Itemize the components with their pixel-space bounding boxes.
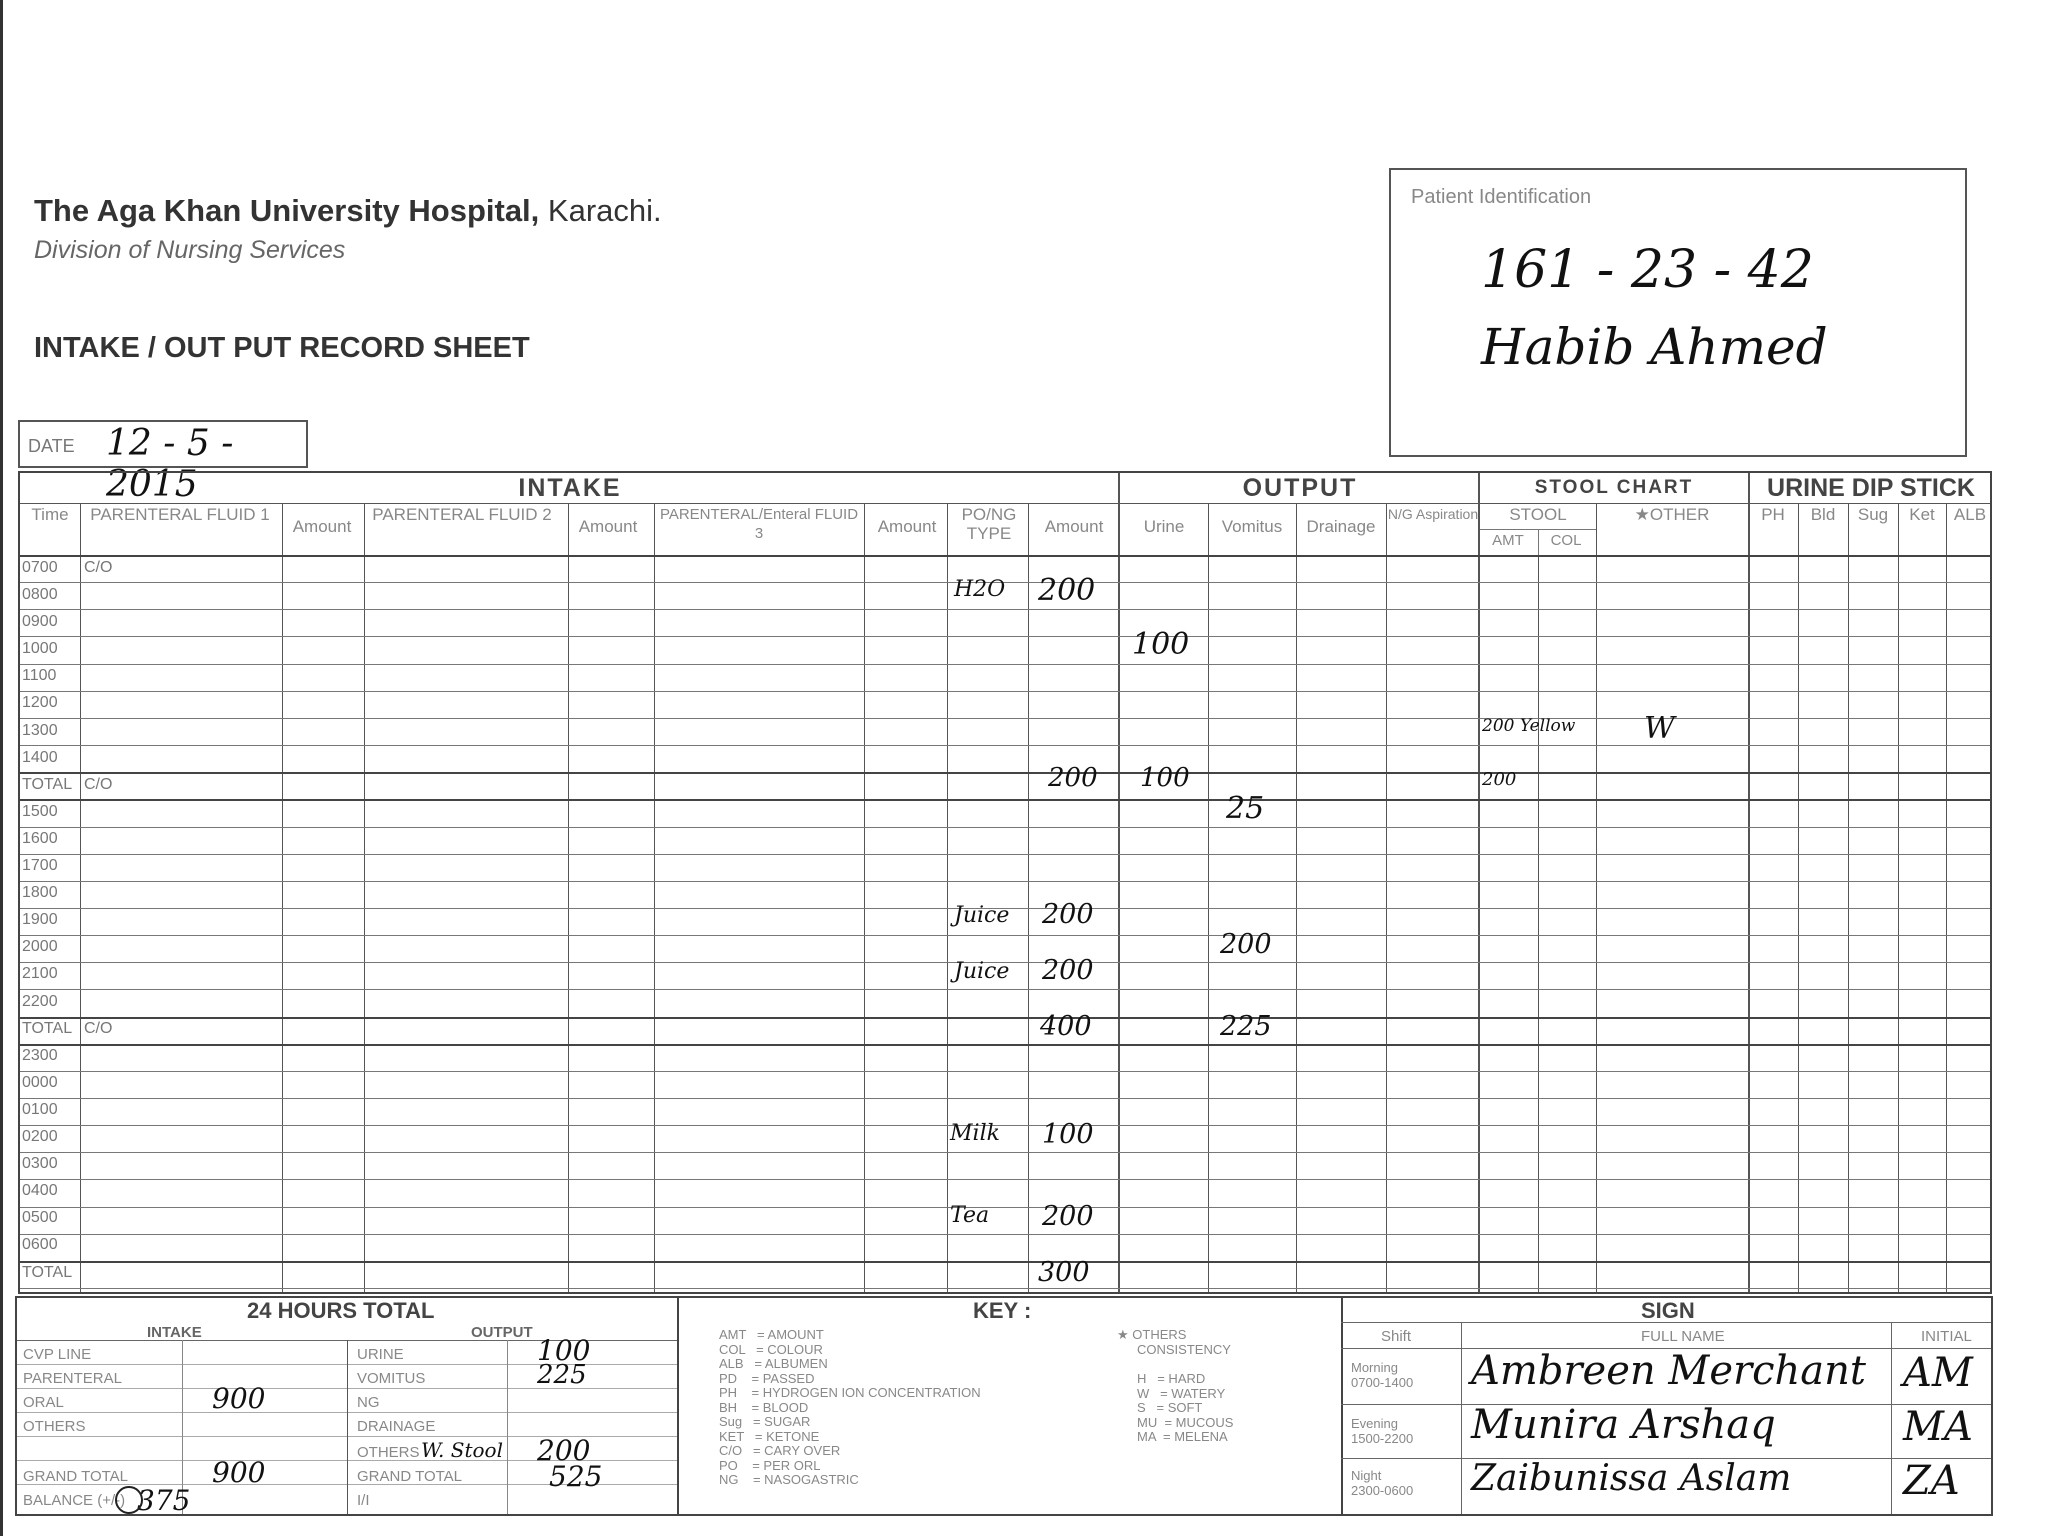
totals-intake-label: INTAKE: [147, 1324, 202, 1341]
vline: [1386, 503, 1387, 1292]
col-ng-aspiration: N/G Aspiration: [1387, 506, 1479, 522]
col-parenteral-1: PARENTERAL FLUID 1: [90, 505, 270, 524]
time-label: 1100: [22, 667, 57, 684]
hospital-name: The Aga Khan University Hospital, Karachi.: [34, 193, 662, 228]
time-label: 0400: [22, 1182, 58, 1199]
stool-subdivider-v: [1538, 529, 1539, 555]
entry-0800-type: H2O: [954, 577, 1006, 602]
time-label: 0700: [22, 559, 58, 576]
time-label: 1600: [22, 830, 58, 847]
time-label: 0000: [22, 1074, 58, 1091]
vomitus-total-value: 225: [537, 1360, 587, 1390]
entry-2100-amount: 200: [1042, 955, 1094, 986]
row-divider: [20, 1098, 1990, 1099]
vline: [1848, 503, 1849, 1292]
row-divider: [20, 745, 1990, 746]
col-other: ★OTHER: [1634, 505, 1710, 524]
patient-name: Habib Ahmed: [1481, 318, 1828, 376]
intake-row-label: PARENTERAL: [23, 1370, 122, 1387]
signature-evening: Munira Arshaq: [1471, 1402, 1776, 1448]
time-label: TOTAL: [22, 1020, 73, 1037]
col-amount-2: Amount: [578, 517, 638, 536]
vline: [947, 503, 948, 1292]
initial-evening: MA: [1903, 1404, 1973, 1450]
row-divider: [20, 691, 1990, 692]
row-divider: [20, 1261, 1990, 1263]
intake-row-label: BALANCE (+/-): [23, 1492, 126, 1509]
total1-stool: 200: [1482, 769, 1517, 790]
shift-header: Shift: [1381, 1328, 1412, 1345]
total2-amount: 400: [1040, 1011, 1092, 1042]
vline: [364, 503, 365, 1292]
entry-2100-type: Juice: [954, 959, 1010, 984]
vline: [1596, 503, 1597, 1292]
date-label: DATE: [28, 436, 75, 456]
totals-24h: [17, 1298, 679, 1517]
entry-1500-vomitus: 25: [1226, 791, 1265, 826]
vline-major: [1748, 473, 1750, 1292]
col-sug: Sug: [1857, 505, 1889, 524]
initial-header: INITIAL: [1921, 1328, 1972, 1345]
key-section: [677, 1298, 1343, 1514]
totals-title: 24 HOURS TOTAL: [247, 1298, 435, 1323]
time-label: 2300: [22, 1047, 58, 1064]
col-ket: Ket: [1909, 505, 1935, 524]
row-divider: [20, 1044, 1990, 1046]
shift-morning: Morning 0700-1400: [1351, 1360, 1414, 1390]
time-label: 1300: [22, 722, 58, 739]
time-label: 1700: [22, 857, 58, 874]
carry-over-label: C/O: [84, 776, 113, 793]
entry-0500-type: Tea: [950, 1203, 990, 1228]
col-alb: ALB: [1953, 505, 1987, 524]
col-parenteral-3: PARENTERAL/Enteral FLUID 3: [659, 506, 859, 542]
vline: [654, 503, 655, 1292]
total2-vomitus: 225: [1220, 1011, 1272, 1042]
row-divider: [20, 1017, 1990, 1019]
sign-section: [1341, 1298, 1991, 1514]
col-amount-1: Amount: [292, 517, 352, 536]
vline: [80, 503, 81, 1292]
intake-row-label: OTHERS: [23, 1418, 86, 1435]
signature-night: Zaibunissa Aslam: [1471, 1458, 1792, 1499]
row-divider: [20, 718, 1990, 719]
total1-amount: 200: [1048, 763, 1098, 793]
output-row-label: OTHERS: [357, 1444, 420, 1461]
group-divider: [20, 503, 1990, 504]
intake-row-label: ORAL: [23, 1394, 64, 1411]
intake-row-label: GRAND TOTAL: [23, 1468, 129, 1485]
row-divider: [20, 989, 1990, 990]
entry-1900-type: Juice: [954, 903, 1010, 928]
row-divider: [20, 1125, 1990, 1126]
output-row-label: VOMITUS: [357, 1370, 426, 1387]
rule: [1461, 1322, 1462, 1514]
row-divider: [20, 1234, 1990, 1235]
row-divider: [20, 827, 1990, 828]
row-divider: [20, 636, 1990, 637]
vline: [282, 503, 283, 1292]
col-stool-amt: AMT: [1492, 532, 1524, 549]
signature-morning: Ambreen Merchant: [1471, 1348, 1866, 1394]
grand-total-output: 525: [549, 1460, 603, 1493]
col-parenteral-2: PARENTERAL FLUID 2: [372, 505, 552, 524]
shift-night: Night 2300-0600: [1351, 1468, 1414, 1498]
entry-0200-amount: 100: [1042, 1119, 1094, 1150]
col-drainage: Drainage: [1306, 517, 1376, 536]
carry-over-label: C/O: [84, 559, 113, 576]
date-value: 12 - 5 - 2015: [106, 423, 234, 505]
vline: [864, 503, 865, 1292]
date-box: [18, 420, 308, 505]
patient-number: 161 - 23 - 42: [1481, 240, 1814, 300]
time-label: 1000: [22, 640, 58, 657]
others-total-value: 200: [537, 1434, 591, 1467]
time-label: 0300: [22, 1155, 58, 1172]
time-label: 1800: [22, 884, 58, 901]
urine-total-value: 100: [537, 1334, 591, 1367]
totals-output-label: OUTPUT: [471, 1324, 533, 1341]
key-others-title: ★ OTHERS: [1117, 1327, 1187, 1342]
entry-2000-vomitus: 200: [1220, 929, 1272, 960]
grand-total-intake: 900: [212, 1456, 266, 1489]
row-divider: [20, 799, 1990, 801]
time-label: 0600: [22, 1236, 58, 1253]
col-amount-4: Amount: [1044, 517, 1104, 536]
fullname-header: FULL NAME: [1641, 1328, 1725, 1345]
row-divider: [20, 1071, 1990, 1072]
col-ph: PH: [1761, 505, 1785, 524]
vline: [1946, 503, 1947, 1292]
row-divider: [20, 881, 1990, 882]
rule: [507, 1340, 508, 1514]
shift-evening: Evening 1500-2200: [1351, 1416, 1414, 1446]
output-group-header: OUTPUT: [1242, 474, 1358, 502]
row-divider: [20, 664, 1990, 665]
others-note: W. Stool: [421, 1438, 503, 1462]
vline: [1798, 503, 1799, 1292]
time-label: TOTAL: [22, 1264, 73, 1281]
form-title: INTAKE / OUT PUT RECORD SHEET: [34, 332, 530, 364]
intake-group-header: INTAKE: [518, 474, 622, 502]
rule: [1341, 1322, 1991, 1323]
col-amount-3: Amount: [877, 517, 937, 536]
summary-section: [15, 1296, 1993, 1516]
stool-chart-header: STOOL CHART: [1534, 477, 1694, 498]
initial-night: ZA: [1903, 1458, 1960, 1504]
row-divider: [20, 1179, 1990, 1180]
carry-over-label: C/O: [84, 1020, 113, 1037]
time-label: 0200: [22, 1128, 58, 1145]
urine-dipstick-header: URINE DIP STICK: [1767, 474, 1975, 502]
time-label: 0900: [22, 613, 58, 630]
vline: [1538, 555, 1539, 1292]
col-time: Time: [31, 505, 69, 524]
row-divider: [20, 1288, 1990, 1289]
vline: [1208, 503, 1209, 1292]
oral-intake-value: 900: [212, 1382, 266, 1415]
output-row-label: GRAND TOTAL: [357, 1468, 463, 1485]
vline-major: [1118, 473, 1120, 1292]
output-row-label: DRAINAGE: [357, 1418, 436, 1435]
rule: [347, 1340, 348, 1514]
entry-1300-stool: 200 Yellow: [1482, 716, 1576, 736]
time-label: 0500: [22, 1209, 58, 1226]
row-divider: [20, 1207, 1990, 1208]
time-label: 1500: [22, 803, 58, 820]
row-divider: [20, 854, 1990, 855]
intake-row-label: CVP LINE: [23, 1346, 92, 1363]
intake-output-grid: [18, 471, 1992, 1294]
entry-0200-type: Milk: [950, 1121, 1000, 1146]
patient-id-label: Patient Identification: [1411, 186, 1592, 208]
time-label: 2200: [22, 993, 58, 1010]
rule: [1891, 1322, 1892, 1514]
output-row-label: URINE: [357, 1346, 404, 1363]
total3-amount: 300: [1038, 1257, 1090, 1288]
key-abbreviations: AMT = AMOUNT COL = COLOUR ALB = ALBUMEN PD = PASSED PH = HYDROGEN ION CONCENTRATION BH = BLOOD Sug = SUGAR KET = KETONE C/O = CARY OVER PO = PER ORL NG = NASOGASTRIC: [719, 1327, 981, 1487]
entry-1300-other: W: [1644, 711, 1675, 746]
output-row-label: I/I: [357, 1492, 370, 1509]
key-title: KEY :: [973, 1298, 1032, 1323]
col-stool: STOOL: [1509, 505, 1567, 524]
time-label: 1400: [22, 749, 58, 766]
header-divider: [20, 555, 1990, 557]
row-divider: [20, 935, 1990, 936]
patient-identification-box: [1389, 168, 1967, 457]
time-label: 2100: [22, 965, 58, 982]
row-divider: [20, 1152, 1990, 1153]
row-divider: [20, 772, 1990, 774]
key-consistency: CONSISTENCY H = HARD W = WATERY S = SOFT MU = MUCOUS MA = MELENA: [1137, 1342, 1234, 1444]
time-label: 1200: [22, 694, 58, 711]
time-label: 1900: [22, 911, 58, 928]
entry-1000-urine: 100: [1132, 627, 1190, 662]
col-pong-type: PO/NG TYPE: [961, 505, 1017, 543]
vline: [1898, 503, 1899, 1292]
col-urine: Urine: [1143, 517, 1185, 536]
total1-urine: 100: [1140, 763, 1190, 793]
sign-title: SIGN: [1641, 1298, 1695, 1323]
col-stool-col: COL: [1550, 532, 1582, 549]
vline: [568, 503, 569, 1292]
entry-0800-amount: 200: [1038, 573, 1096, 608]
balance-value: 375: [137, 1484, 191, 1517]
division-name: Division of Nursing Services: [34, 236, 346, 264]
time-label: TOTAL: [22, 776, 73, 793]
col-vomitus: Vomitus: [1221, 517, 1283, 536]
balance-circle-icon: [115, 1486, 143, 1514]
time-label: 0800: [22, 586, 58, 603]
col-bld: Bld: [1810, 505, 1836, 524]
entry-0500-amount: 200: [1042, 1201, 1094, 1232]
entry-1900-amount: 200: [1042, 899, 1094, 930]
time-label: 0100: [22, 1101, 58, 1118]
vline: [1296, 503, 1297, 1292]
time-label: 2000: [22, 938, 58, 955]
vline-major: [1478, 473, 1480, 1292]
initial-morning: AM: [1903, 1350, 1973, 1396]
output-row-label: NG: [357, 1394, 380, 1411]
vline: [1028, 503, 1029, 1292]
row-divider: [20, 609, 1990, 610]
